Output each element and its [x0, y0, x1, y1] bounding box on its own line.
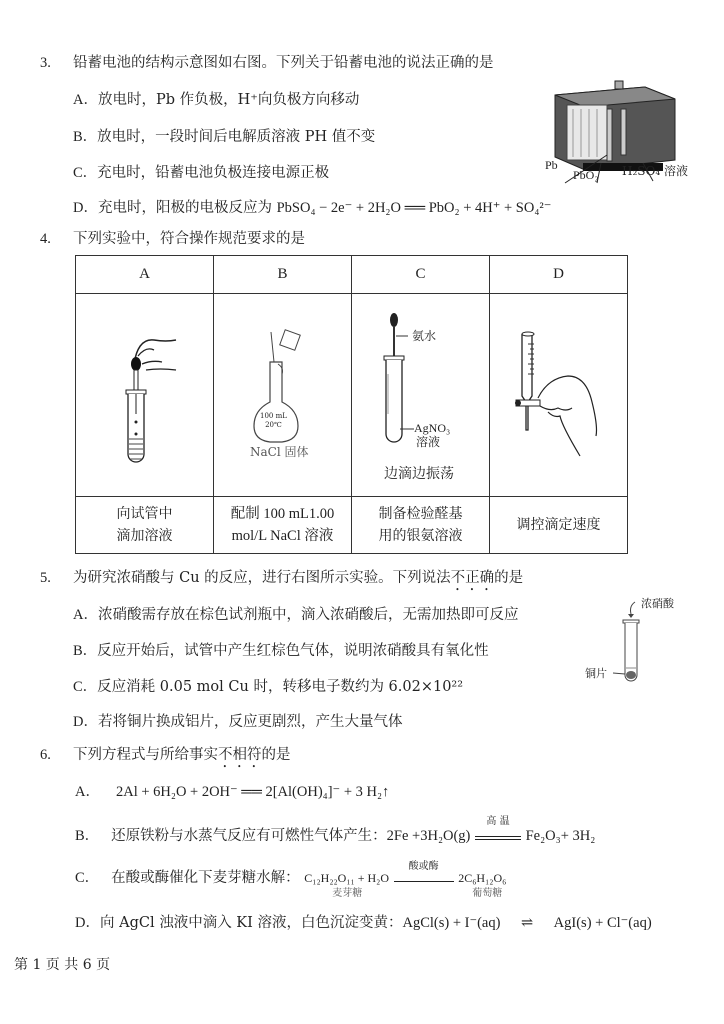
q4-number: 4.	[40, 231, 51, 247]
volumetric-flask-icon	[214, 294, 351, 492]
q3-equation: PbSO₄ − 2e⁻ + 2H₂O ══ PbO₂ + 4H⁺ + SO₄²⁻	[276, 200, 552, 216]
drip-while-shaking-label: 边滴边振荡	[384, 466, 454, 482]
copper-label: 铜片	[585, 667, 607, 680]
q6-stem: 下列方程式与所给事实不相符的是	[73, 747, 291, 763]
column-header-b: B	[214, 256, 352, 294]
q3-stem: 铅蓄电池的结构示意图如右图。下列关于铅蓄电池的说法正确的是	[73, 55, 494, 71]
figure-c-cell	[352, 294, 490, 497]
column-header-a: A	[76, 256, 214, 294]
silver-ammonia-test-tube-icon	[352, 294, 489, 492]
flask-volume-label: 100 mL 20℃	[260, 412, 287, 429]
q5-option-c: C．反应消耗 0.05 mol Cu 时，转移电子数约为 6.02×10²²	[73, 679, 464, 695]
q6-emphasis: 不相符	[218, 747, 262, 763]
q6-option-d: D．向 AgCl 浊液中滴入 KI 溶液，白色沉淀变黄：AgCl(s) + I⁻(aq) ⇌ AgI(s) + Cl⁻(aq)	[75, 915, 652, 931]
caption-c: 制备检验醛基 用的银氨溶液	[352, 497, 490, 554]
maltose-label: 麦芽糖	[332, 888, 363, 899]
figure-b-cell	[214, 294, 352, 497]
label-pb: Pb	[545, 158, 558, 172]
dropper-test-tube-icon	[76, 294, 213, 492]
q5-option-d: D．若将铜片换成铝片，反应更剧烈，产生大量气体	[73, 714, 403, 730]
q3-option-b: B．放电时，一段时间后电解质溶液 PH 值不变	[73, 129, 376, 145]
caption-a: 向试管中 滴加溶液	[76, 497, 214, 554]
q6-number: 6.	[40, 747, 51, 763]
agno3-label: AgNO₃	[414, 421, 451, 435]
reaction-arrow	[394, 881, 454, 882]
label-h2so4: H₂SO₄ 溶液	[622, 164, 688, 178]
q5-stem: 为研究浓硝酸与 Cu 的反应，进行右图所示实验。下列说法不正确的是	[73, 570, 524, 586]
figure-d-cell	[490, 294, 628, 497]
q5-emphasis: 不正确	[450, 570, 495, 586]
q3-number: 3.	[40, 55, 51, 71]
q6-option-c: C． 在酸或酶催化下麦芽糖水解： C₁₂H₂₂O₁₁ + H₂O 麦芽糖 酸或酶 2C₆H₁₂O₆ 葡萄糖	[75, 868, 506, 888]
nitric-acid-figure	[585, 590, 715, 690]
glucose-label: 葡萄糖	[472, 888, 503, 899]
caption-b: 配制 100 mL1.00 mol/L NaCl 溶液	[214, 497, 352, 554]
q6-a-equation: 2Al + 6H₂O + 2OH⁻ ══ 2[Al(OH)₄]⁻ + 3 H₂↑	[115, 784, 390, 800]
q5-number: 5.	[40, 570, 51, 586]
q4-stem: 下列实验中，符合操作规范要求的是	[73, 231, 305, 247]
column-header-d: D	[490, 256, 628, 294]
burette-titration-icon	[490, 294, 627, 492]
equilibrium-arrow: ⇌	[520, 915, 534, 931]
ammonia-label: 氨水	[412, 329, 437, 343]
page-footer: 第 1 页 共 6 页	[14, 957, 111, 973]
column-header-c: C	[352, 256, 490, 294]
agno3-solution-label: 溶液	[416, 435, 441, 449]
q3-option-a: A．放电时，Pb 作负极，H⁺向负极方向移动	[73, 92, 360, 108]
nitric-acid-label: 浓硝酸	[641, 597, 674, 610]
high-temp-condition: 高 温	[486, 816, 510, 827]
nacl-solid-label: NaCl 固体	[250, 445, 309, 459]
caption-d: 调控滴定速度	[490, 497, 628, 554]
q6-option-a: A． 2Al + 6H₂O + 2OH⁻ ══ 2[Al(OH)₄]⁻ + 3 H₂↑	[75, 784, 390, 800]
experiment-table	[75, 255, 628, 554]
q5-option-b: B．反应开始后，试管中产生红棕色气体，说明浓硝酸具有氧化性	[73, 643, 489, 659]
label-pbo2: PbO₂	[573, 168, 599, 182]
lead-battery-figure	[545, 75, 715, 185]
q5-option-a: A．浓硝酸需存放在棕色试剂瓶中，滴入浓硝酸后，无需加热即可反应	[73, 607, 519, 623]
acid-enzyme-condition: 酸或酶	[408, 861, 439, 872]
q3-option-c: C．充电时，铅蓄电池负极连接电源正极	[73, 165, 330, 181]
q3-option-d: D．充电时，阳极的电极反应为 PbSO₄ − 2e⁻ + 2H₂O ══ PbO₂ + 4H⁺ + SO₄²⁻	[73, 200, 552, 216]
figure-a-cell	[76, 294, 214, 497]
q6-option-b-content: B． 还原铁粉与水蒸气反应有可燃性气体产生：2Fe +3H₂O(g) 高 温 Fe₂O₃+ 3H₂	[75, 826, 595, 846]
